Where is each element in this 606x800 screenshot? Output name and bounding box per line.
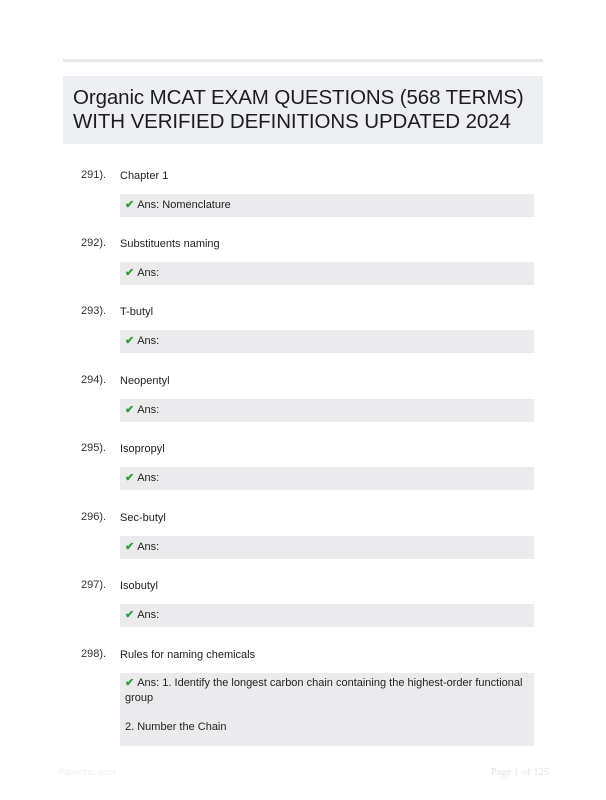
check-icon: ✔ [125, 541, 135, 553]
page-title [73, 86, 524, 134]
check-icon: ✔ [125, 267, 135, 279]
footer-watermark: Paperthic.com [58, 767, 116, 777]
answer-box [120, 262, 534, 285]
answer-box [120, 604, 534, 627]
check-icon: ✔ [125, 472, 135, 484]
answer-box [120, 467, 534, 490]
answer-text: Ans: [137, 404, 160, 416]
page-indicator: Page 1 of 125 [490, 767, 549, 778]
check-icon: ✔ [125, 609, 135, 621]
question-number: 291). [81, 169, 107, 181]
title-banner [63, 76, 543, 144]
answer-text: Ans: Nomenclature [137, 199, 231, 211]
check-icon: ✔ [125, 677, 135, 689]
question-term: Chapter 1 [120, 170, 169, 182]
question-number: 295). [81, 442, 107, 454]
answer-box [120, 399, 534, 422]
question-number: 292). [81, 237, 107, 249]
top-divider [63, 59, 543, 62]
answer-text: Ans: [137, 609, 160, 621]
answer-box [120, 194, 534, 217]
answer-box [120, 673, 534, 746]
question-term: Isopropyl [120, 443, 165, 455]
question-number: 296). [81, 511, 107, 523]
question-number: 294). [81, 374, 107, 386]
question-term: Rules for naming chemicals [120, 649, 256, 661]
answer-box [120, 536, 534, 559]
answer-text: Ans: 1. Identify the longest carbon chain containing the highest-order functional group [125, 677, 523, 704]
answer-text: Ans: [137, 267, 160, 279]
question-term: Neopentyl [120, 375, 170, 387]
check-icon: ✔ [125, 335, 135, 347]
answer-text: Ans: [137, 541, 160, 553]
question-term: T-butyl [120, 306, 154, 318]
question-number: 297). [81, 579, 107, 591]
title-line-1: Organic MCAT EXAM QUESTIONS (568 TERMS) [73, 86, 524, 109]
answer-text: Ans: [137, 335, 160, 347]
question-number: 298). [81, 648, 107, 660]
answer-text-line-2: 2. Number the Chain [125, 721, 227, 733]
check-icon: ✔ [125, 199, 135, 211]
check-icon: ✔ [125, 404, 135, 416]
title-line-2: WITH VERIFIED DEFINITIONS UPDATED 2024 [73, 110, 511, 133]
question-term: Isobutyl [120, 580, 158, 592]
answer-text: Ans: [137, 472, 160, 484]
question-term: Sec-butyl [120, 512, 166, 524]
answer-box [120, 330, 534, 353]
question-number: 293). [81, 305, 107, 317]
question-term: Substituents naming [120, 238, 220, 250]
